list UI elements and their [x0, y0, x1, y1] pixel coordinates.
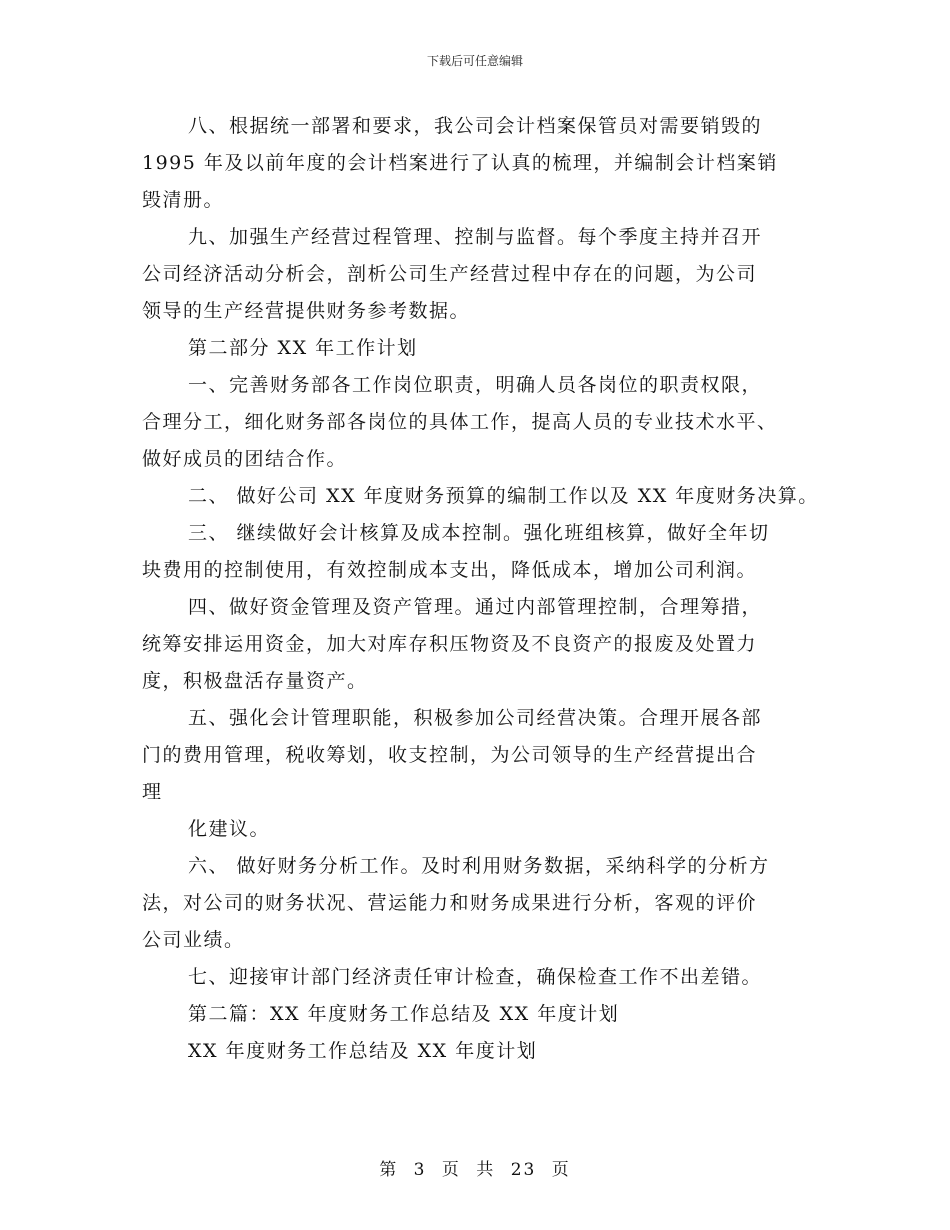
text-line: 公司业绩。 — [142, 929, 245, 951]
text-line: 公司经济活动分析会，剖析公司生产经营过程中存在的问题，为公司 — [142, 263, 758, 285]
text-line: 五、强化会计管理职能，积极参加公司经营决策。合理开展各部 — [188, 707, 763, 729]
footer-page-word: 页 — [441, 1160, 461, 1180]
footer-total-word: 共 — [476, 1160, 496, 1180]
text-line: 1995 年及以前年度的会计档案进行了认真的梳理，并编制会计档案销 — [142, 152, 778, 174]
page-header-note: 下载后可任意编辑 — [426, 54, 523, 68]
text-line: 二、 做好公司 XX 年度财务预算的编制工作以及 XX 年度财务决算。 — [188, 485, 819, 507]
text-line: 度，积极盘活存量资产。 — [142, 670, 368, 692]
footer-suffix: 页 — [551, 1160, 571, 1180]
text-line: 统筹安排运用资金，加大对库存积压物资及不良资产的报废及处置力 — [142, 633, 758, 655]
footer-current-page: 3 — [413, 1160, 427, 1180]
text-line: 法，对公司的财务状况、营运能力和财务成果进行分析，客观的评价 — [142, 892, 758, 914]
text-line: 三、 继续做好会计核算及成本控制。强化班组核算，做好全年切 — [188, 522, 770, 544]
text-line: 块费用的控制使用，有效控制成本支出，降低成本，增加公司利润。 — [142, 559, 758, 581]
text-line: 六、 做好财务分析工作。及时利用财务数据，采纳科学的分析方 — [188, 855, 770, 877]
text-line: 七、迎接审计部门经济责任审计检查，确保检查工作不出差错。 — [188, 966, 763, 988]
text-line: 理 — [142, 781, 163, 803]
text-line: 八、根据统一部署和要求，我公司会计档案保管员对需要销毁的 — [188, 115, 763, 137]
text-line: 合理分工，细化财务部各岗位的具体工作，提高人员的专业技术水平、 — [142, 411, 778, 433]
text-line: 一、完善财务部各工作岗位职责，明确人员各岗位的职责权限， — [188, 374, 763, 396]
page-footer — [0, 1155, 950, 1180]
document-body — [142, 108, 822, 1070]
text-line: 化建议。 — [188, 818, 271, 840]
text-line: 四、做好资金管理及资产管理。通过内部管理控制，合理筹措， — [188, 596, 763, 618]
text-line: XX 年度财务工作总结及 XX 年度计划 — [188, 1040, 538, 1062]
text-line: 领导的生产经营提供财务参考数据。 — [142, 300, 471, 322]
footer-prefix: 第 — [379, 1160, 399, 1180]
text-line: 第二篇：XX 年度财务工作总结及 XX 年度计划 — [188, 1003, 620, 1025]
text-line: 毁清册。 — [142, 189, 225, 211]
text-line: 第二部分 XX 年工作计划 — [188, 337, 418, 359]
footer-total-pages: 23 — [510, 1160, 537, 1180]
text-line: 门的费用管理，税收筹划，收支控制，为公司领导的生产经营提出合 — [142, 744, 758, 766]
text-line: 做好成员的团结合作。 — [142, 448, 348, 470]
text-line: 九、加强生产经营过程管理、控制与监督。每个季度主持并召开 — [188, 226, 763, 248]
